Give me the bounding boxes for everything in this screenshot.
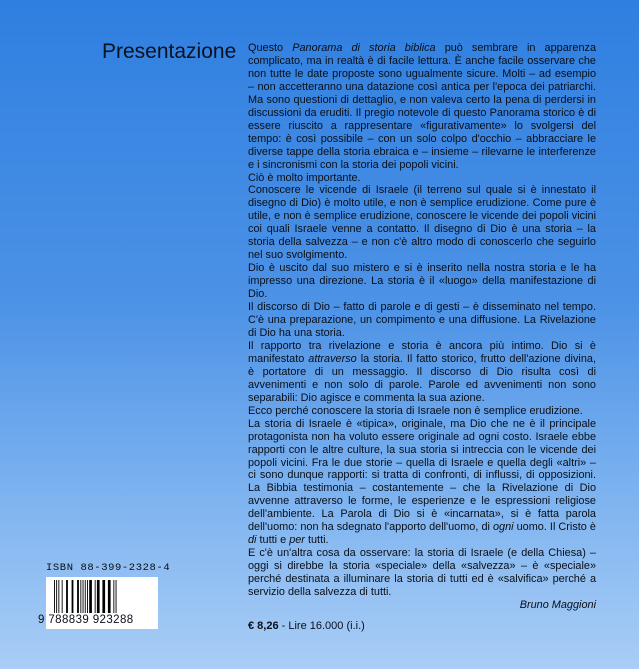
paragraph: Ecco perché conoscere la storia di Israele non è semplice erudizione. xyxy=(248,404,583,417)
price-euro: € 8,26 xyxy=(248,620,279,632)
barcode-bar xyxy=(95,580,96,613)
paragraph: Dio è uscito dal suo mistero e si è inserito nella nostra storia e le ha impresso una direzione. La storia è il «luogo» della manifestazione di Dio. xyxy=(248,262,596,301)
barcode-bar xyxy=(85,580,86,613)
barcode-bar xyxy=(87,580,88,613)
paragraph: Il rapporto tra rivelazione e storia è ancora più intimo. Dio si è manifestato attraverso la storia. Il fatto storico, frutto dell'azione divina, è portatore di un messaggio. Il discorso di Dio risulta così di avvenimenti e non solo di parole. Parole ed avvenimenti non sono separabili: Dio agisce e commenta la sua azione. xyxy=(248,339,596,404)
page-title: Presentazione xyxy=(102,40,237,63)
barcode-bar xyxy=(83,580,84,613)
price xyxy=(248,620,365,632)
barcode-bar xyxy=(113,580,114,613)
signature: Bruno Maggioni xyxy=(519,598,596,611)
paragraph: La storia di Israele è «tipica», originale, ma Dio che ne è il principale protagonista non ha voluto essere originale ad ogni costo. Israele ebbe rapporti con le altre culture, la sua storia si intreccia con le vicende dei popoli vicini. Fra le due storie – quella di Israele e quella degli «altri» – ci sono dunque rapporti: si tratta di confronti, di influssi, di opposizioni. La Bibbia testimonia – costantemente – che la Rivelazione di Dio avvenne attraverso le forme, le esperienze e le espressioni religiose dell'ambiente. La Parola di Dio si è «incarnata», si è fatta parola dell'uomo: non ha sdegnato l'apporto dell'uomo, di ogni uomo. Il Cristo è di tutti e per tutti. xyxy=(248,417,596,547)
paragraph: Ciò è molto importante. xyxy=(248,171,361,184)
barcode-bar xyxy=(66,580,68,613)
barcode-bar xyxy=(58,580,59,613)
barcode-number: 9 788839 923288 xyxy=(38,614,134,626)
barcode-bar xyxy=(108,580,111,613)
barcode-bar xyxy=(72,580,74,613)
paragraph: Il discorso di Dio – fatto di parole e di gesti – è disseminato nel tempo. C'è una preparazione, un compimento e una diffusione. La Rivelazione di Dio ha una storia. xyxy=(248,301,596,339)
barcode-bar xyxy=(116,580,117,613)
barcode-bar xyxy=(56,580,57,613)
barcode-bar xyxy=(102,580,105,613)
isbn-label: ISBN 88-399-2328-4 xyxy=(46,562,171,574)
barcode-bar xyxy=(80,580,81,613)
presentation-text xyxy=(248,42,596,612)
barcode-bar xyxy=(89,580,92,613)
barcode-bar xyxy=(97,580,100,613)
barcode-bar xyxy=(77,580,79,613)
paragraph: Conoscere le vicende di Israele (il terreno sul quale si è innestato il disegno di Dio) è molto utile, e non è semplice erudizione. Come pure è utile, e non è semplice erudizione, conoscere le vicende dei popoli vicini coi quali Israele venne a contatto. Il disegno di Dio è una storia – la storia della salvezza – e non c'è altro modo di conoscerlo che seguirlo nel suo svolgimento. xyxy=(248,184,596,262)
barcode-bar xyxy=(54,580,55,613)
paragraph: E c'è un'altra cosa da osservare: la storia di Israele (e della Chiesa) – oggi si direbbe la storia «speciale» della «salvezza» – è «speciale» perché destinata a illuminare la storia di tutti ed è «salvifica» perché a servizio della salvezza di tutti. xyxy=(248,547,596,599)
barcode-bar xyxy=(62,580,63,613)
price-lire: - Lire 16.000 (i.i.) xyxy=(278,620,365,632)
paragraph: Questo Panorama di storia biblica può sembrare in apparenza complicato, ma in realtà è di facile lettura. È anche facile osservare che non tutte le date proposte sono ugualmente sicure. Molti – ad esempio – non accetteranno una datazione così antica per l'epoca dei patriarchi. Ma sono questioni di dettaglio, e non valeva certo la pena di perdersi in discussioni da eruditi. Il pregio notevole di questo Panorama storico è di essere riuscito a rappresentare «figurativamente» lo svolgersi del tempo: è così possibile – con un solo colpo d'occhio – abbracciare le diverse tappe della storia ebraica e – insieme – rilevarne le interferenze e i sincronismi con la storia dei popoli vicini. xyxy=(248,42,597,171)
